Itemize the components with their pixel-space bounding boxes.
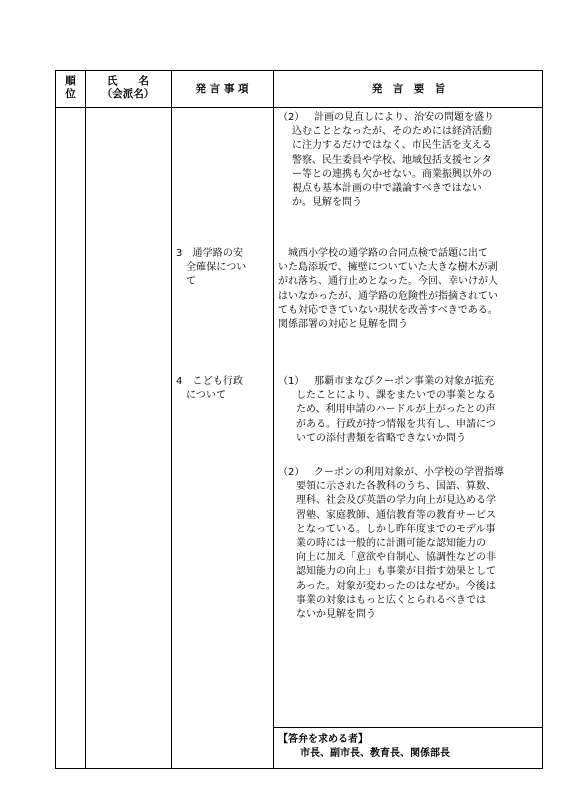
summary-line: がれ落ち、通行止めとなった。今回、幸いけが人 xyxy=(278,276,498,288)
header-name-line2: （会派名） xyxy=(101,88,155,100)
summary-paragraph xyxy=(278,375,540,446)
respondents-title: 【答弁を求める者】 xyxy=(278,734,368,745)
header-rank: 順位 xyxy=(65,75,76,100)
paragraph-number: （1） xyxy=(278,376,305,387)
paragraph-number: （2） xyxy=(278,112,305,123)
summary-paragraph xyxy=(278,466,540,622)
summary-line: となっている。しかし昨年度までのモデル事 xyxy=(296,523,496,535)
header-summary: 発 言 要 旨 xyxy=(371,83,446,95)
subject-item-3 xyxy=(176,247,272,290)
subject-line: 4 こども行政 xyxy=(176,376,244,387)
subject-line: 全確保につい xyxy=(186,262,247,274)
summary-line: 向上に加え「意欲や自制心、協調性などの非 xyxy=(296,552,496,564)
subject-line: て xyxy=(186,276,197,288)
summary-line: 業の時には一般的に計測可能な認知能力の xyxy=(296,538,486,550)
summary-paragraph xyxy=(278,111,540,210)
question-table xyxy=(55,70,543,769)
summary-line: 視点も基本計画の中で議論すべきではない xyxy=(292,183,482,195)
subject-item-4 xyxy=(176,375,272,403)
summary-paragraph xyxy=(278,247,540,332)
summary-line: ため、利用申請のハードルが上がったとの声 xyxy=(296,404,496,416)
summary-line: か。見解を問う xyxy=(292,197,362,209)
summary-line: がある。行政が持つ情報を共有し、申請につ xyxy=(296,418,496,430)
summary-line: いた島添坂で、擁壁についていた大きな樹木が剥 xyxy=(278,262,498,274)
header-name xyxy=(85,75,171,101)
column-divider xyxy=(273,71,274,768)
summary-line: 事業の対象はもっと広くとられるべきでは xyxy=(296,594,486,606)
subject-line: について xyxy=(186,390,227,402)
summary-line: ないか見解を問う xyxy=(296,609,376,621)
summary-line: ても対応できていない現状を改善すべきである。 xyxy=(278,304,498,316)
summary-line: （1） 那覇市まなびクーポン事業の対象が拡充 xyxy=(278,375,540,389)
summary-line: いての添付書類を省略できないか問う xyxy=(296,432,466,444)
summary-line: 城西小学校の通学路の合同点検で話題に出て xyxy=(278,248,488,259)
summary-line: に注力するだけではなく、市民生活を支える xyxy=(292,140,492,152)
footer-divider xyxy=(273,727,542,728)
respondents-list: 市長、副市長、教育長、関係部長 xyxy=(300,748,450,760)
summary-line: はいなかったが、通学路の危険性が指摘されてい xyxy=(278,290,498,302)
summary-line: 要領に示された各教科のうち、国語、算数、 xyxy=(296,481,496,493)
subject-line: 3 通学路の安 xyxy=(176,248,244,259)
column-divider xyxy=(171,71,172,768)
paragraph-number: （2） xyxy=(278,467,305,478)
header-name-line1: 氏 名 xyxy=(107,75,149,87)
summary-line: （2） 計画の見直しにより、治安の問題を盛り xyxy=(278,111,540,125)
summary-line: ー等との連携も欠かせない。商業振興以外の xyxy=(292,168,492,180)
summary-line: （2） クーポンの利用対象が、小学校の学習指導 xyxy=(278,466,540,480)
summary-line: 警察、民生委員や学校、地域包括支援センタ xyxy=(292,154,492,166)
summary-line: 込むこととなったが、そのためには経済活動 xyxy=(292,126,492,138)
summary-line: 習塾、家庭教師、通信教育等の教育サービス xyxy=(296,509,496,521)
summary-line: 関係部署の対応と見解を問う xyxy=(278,319,408,331)
summary-line: 理科、社会及び英語の学力向上が見込める学 xyxy=(296,495,496,507)
header-subject: 発 言 事 項 xyxy=(195,83,249,95)
summary-line: 認知能力の向上」も事業が目指す効果として xyxy=(296,566,496,578)
column-divider xyxy=(85,71,86,768)
respondents-block xyxy=(278,733,540,761)
summary-line: したことにより、課をまたいでの事業となる xyxy=(296,390,496,402)
header-divider xyxy=(56,107,542,108)
summary-line: あった。対象が変わったのはなぜか。今後は xyxy=(296,580,496,592)
